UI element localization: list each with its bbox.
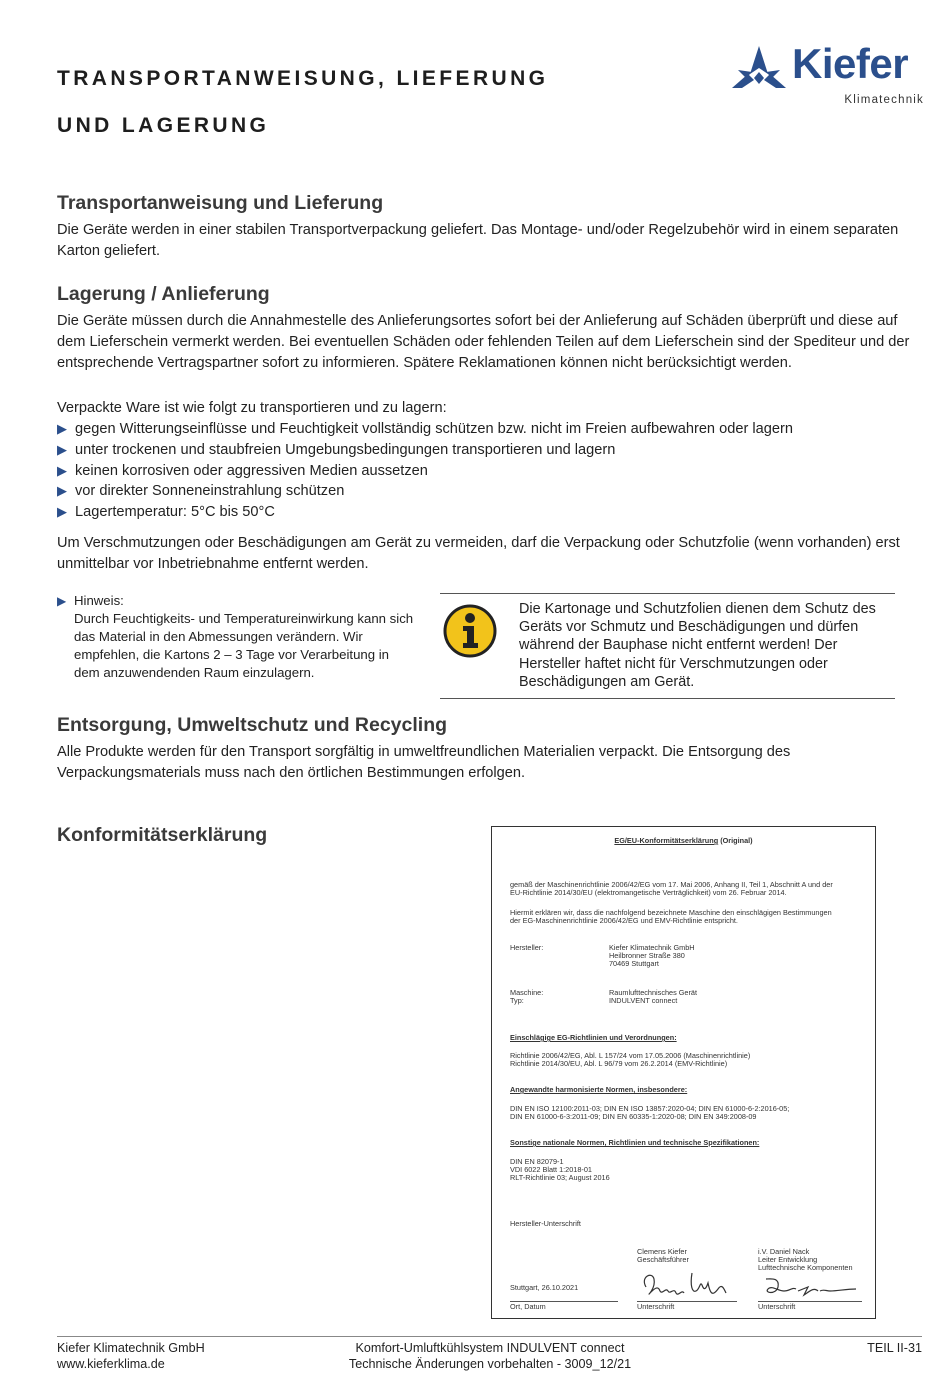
cert-text: Richtlinie 2014/30/EU, Abl. L 96/79 vom 26.2.2014 (EMV-Richtlinie) [510,1059,728,1068]
footer-website: www.kieferklima.de [57,1357,165,1371]
cert-heading: Sonstige nationale Normen, Richtlinien und technische Spezifikationen: [510,1138,760,1147]
heading-entsorgung: Entsorgung, Umweltschutz und Recycling [57,714,448,736]
footer-divider [57,1336,922,1337]
signature-kiefer-icon [638,1267,730,1301]
cert-value: Raumlufttechnisches Gerät [609,988,698,997]
signer-2-role: Lufttechnische Komponenten [758,1263,853,1272]
cert-label: Typ: [510,996,524,1005]
signer-2-name: i.V. Daniel Nack [758,1247,810,1256]
signer-1-role: Geschäftsführer [637,1255,689,1264]
signer-2-role: Leiter Entwicklung [758,1255,818,1264]
cert-label: Hersteller: [510,943,544,952]
cert-text: EU-Richtlinie 2014/30/EU (elektromangetische Verträglichkeit) vom 26. Februar 2014. [510,888,787,897]
text-lagerung-outro: Um Verschmutzungen oder Beschädigungen am Gerät zu vermeiden, darf die Verpackung oder Schutzfolie (wenn vorhanden) erst unmittelbar vor Inbetriebnahme entfernt werden. [57,535,900,572]
cert-label: Maschine: [510,988,544,997]
cert-text: RLT-Richtlinie 03; August 2016 [510,1173,610,1182]
logo-wordmark: Kiefer [792,40,909,87]
triangle-bullet-icon: ▶ [57,421,67,436]
cert-label: Hersteller-Unterschrift [510,1219,581,1228]
cert-value: Kiefer Klimatechnik GmbH [609,943,695,952]
info-icon [443,604,497,658]
triangle-bullet-icon: ▶ [57,441,67,457]
heading-lagerung: Lagerung / Anlieferung [57,283,270,305]
info-text: Die Kartonage und Schutzfolien dienen dem Schutz des Geräts vor Schmutz und Beschädigungen und dürfen während der Bauphase nicht entfernt werden! Der Hersteller haftet nicht für Verschmutzungen oder Beschädigungen am Gerät. [519,601,876,690]
cert-heading: Einschlägige EG-Richtlinien und Verordnungen: [510,1033,677,1042]
text-lagerung: Die Geräte müssen durch die Annahmestelle des Anlieferungsortes sofort bei der Anlieferung auf Schäden überprüft und diese auf dem Lieferschein vermerkt werden. Bei eventuellen Schäden oder fehlenden Teilen auf dem Lieferschein sind der Spediteur und der entsprechende Vertragspartner sofort zu informieren. Spätere Reklamationen können nicht berücksichtigt werden. [57,313,910,371]
text-transport: Die Geräte werden in einer stabilen Transportverpackung geliefert. Das Montage- und/oder Regelzubehör wird in einem separaten Karton geliefert. [57,222,899,259]
cert-text: Hiermit erklären wir, dass die nachfolgend bezeichnete Maschine den einschlägigen Bestimmungen [510,908,832,917]
hint-text: Durch Feuchtigkeits- und Temperatureinwirkung kann sich das Material in den Abmessungen verändern. Wir empfehlen, die Kartons 2 – 3 Tage vor Verarbeitung in dem anzuwendenden Raum einzulagern. [74,611,414,680]
footer-changes: Technische Änderungen vorbehalten - 3009_12/21 [348,1357,632,1371]
place-date: Stuttgart, 26.10.2021 [510,1283,579,1292]
cert-label: Unterschrift [758,1302,796,1311]
cert-heading: Angewandte harmonisierte Normen, insbesondere: [510,1085,688,1094]
cert-text: VDI 6022 Blatt 1:2018-01 [510,1165,592,1174]
cert-text: DIN EN 61000-6-3:2011-09; DIN EN 60335-1:2020-08; DIN EN 349:2008-09 [510,1112,757,1121]
triangle-bullet-icon: ▶ [57,504,67,520]
footer-company: Kiefer Klimatechnik GmbH [57,1341,205,1355]
list-item: ▶ gegen Witterungseinflüsse und Feuchtigkeit vollständig schützen bzw. nicht im Freien aufbewahren oder lagern [57,419,917,440]
footer-page-number: TEIL II-31 [867,1341,922,1355]
cert-text: DIN EN ISO 12100:2011-03; DIN EN ISO 13857:2020-04; DIN EN 61000-6-2:2016-05; [510,1104,790,1113]
text-entsorgung: Alle Produkte werden für den Transport sorgfältig in umweltfreundlichen Materialien verpackt. Die Entsorgung des Verpackungsmaterials muss nach den örtlichen Bestimmungen erfolgen. [57,744,791,781]
info-box [440,593,895,699]
text-lagerung-intro: Verpackte Ware ist wie folgt zu transportieren und zu lagern: [57,400,447,416]
cert-label: Ort, Datum [510,1302,546,1311]
triangle-bullet-icon: ▶ [57,462,67,478]
cert-value: Heilbronner Straße 380 [609,951,685,960]
signature-nack-icon [760,1273,860,1299]
cert-text: DIN EN 82079-1 [510,1157,564,1166]
kiefer-logo [728,40,928,108]
hint-block [57,592,417,682]
triangle-bullet-icon: ▶ [57,594,67,608]
triangle-bullet-icon: ▶ [57,483,67,499]
footer-product: Komfort-Umluftkühlsystem INDULVENT connect [355,1341,625,1355]
hint-label: Hinweis: [74,593,124,608]
list-item: ▶ vor direkter Sonneneinstrahlung schützen [57,481,917,502]
storage-bullet-list [57,419,917,523]
list-item: ▶ keinen korrosiven oder aggressiven Medien aussetzen [57,461,917,482]
cert-value: 70469 Stuttgart [609,959,659,968]
cert-text: gemäß der Maschinenrichtlinie 2006/42/EG vom 17. Mai 2006, Anhang II, Teil 1, Abschnitt A und der [510,880,833,889]
cert-label: Unterschrift [637,1302,675,1311]
logo-mark-icon [728,44,790,92]
signer-1-name: Clemens Kiefer [637,1247,687,1256]
conformity-certificate [491,826,876,1319]
list-item: ▶ Lagertemperatur: 5°C bis 50°C [57,502,917,523]
heading-konformitaet: Konformitätserklärung [57,824,268,846]
cert-text: Richtlinie 2006/42/EG, Abl. L 157/24 vom 17.05.2006 (Maschinenrichtlinie) [510,1051,751,1060]
cert-text: der EG-Maschinenrichtlinie 2006/42/EG und EMV-Richtlinie entspricht. [510,916,738,925]
page-title-line-1: TRANSPORTANWEISUNG, LIEFERUNG [57,67,549,90]
cert-value: INDULVENT connect [609,996,678,1005]
certificate-title: EG/EU-Konformitätserklärung (Original) [614,836,753,845]
list-item: ▶ unter trockenen und staubfreien Umgebungsbedingungen transportieren und lagern [57,440,917,461]
page-title-line-2: UND LAGERUNG [57,114,270,137]
heading-transport: Transportanweisung und Lieferung [57,192,384,214]
logo-subtitle: Klimatechnik [844,94,924,106]
